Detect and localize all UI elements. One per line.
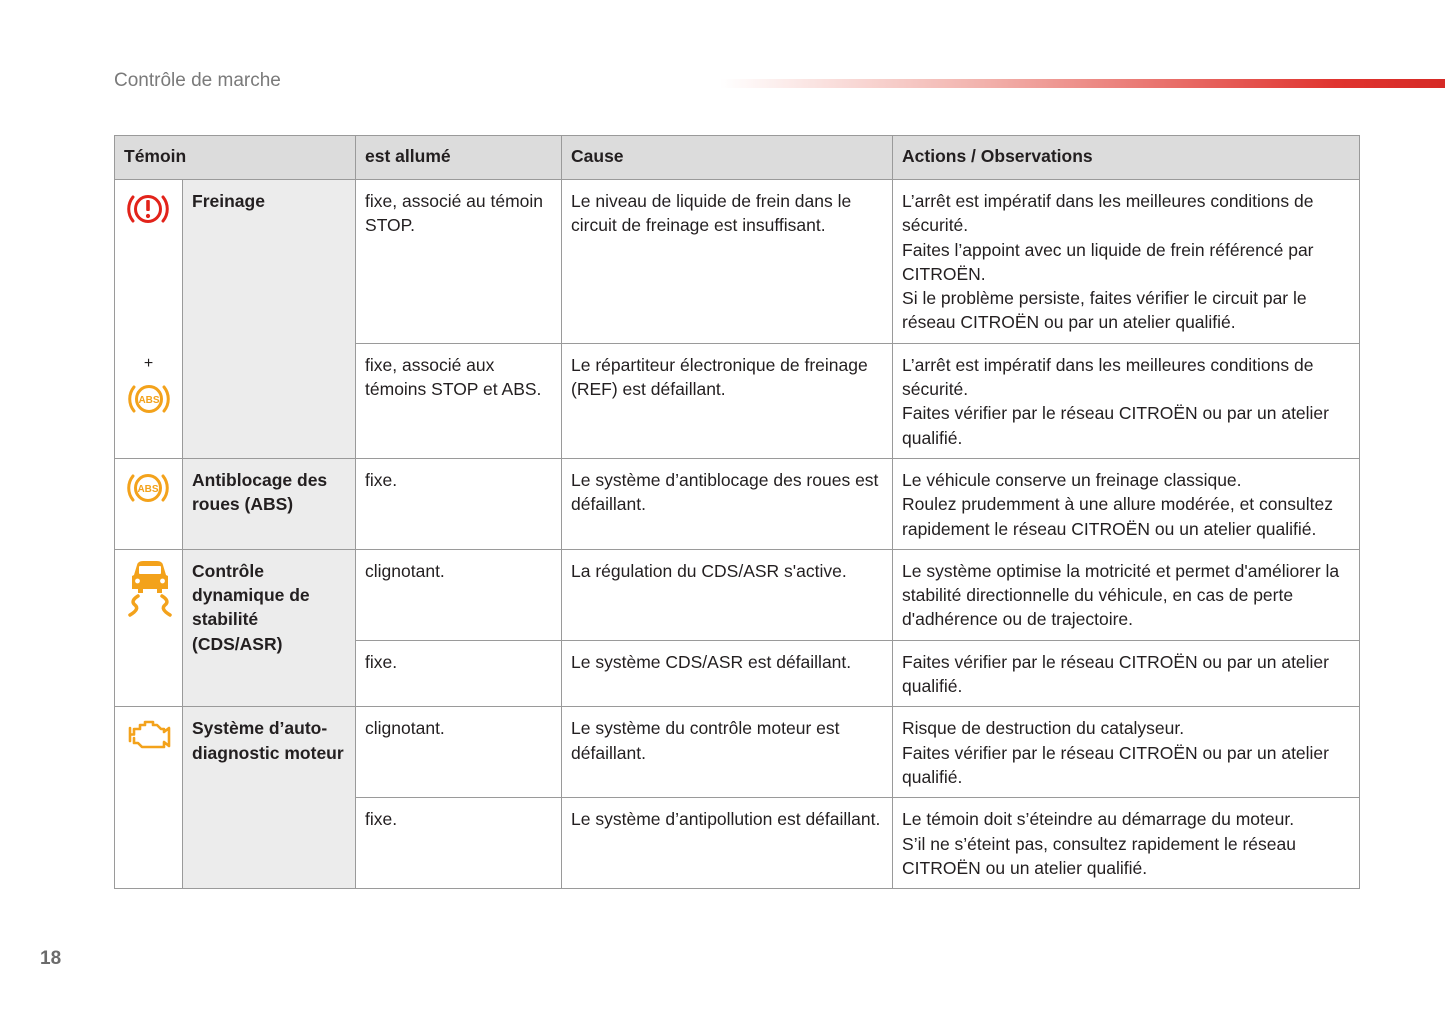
cause-cell: Le système d’antipollution est défaillant. xyxy=(562,798,893,889)
action-line: Si le problème persiste, faites vérifier le circuit par le réseau CITROËN ou par un atelier qualifié. xyxy=(902,288,1307,333)
action-line: Risque de destruction du catalyseur. xyxy=(902,718,1185,739)
action-line: Roulez prudemment à une allure modérée, et consultez rapidement le réseau CITROËN ou un atelier qualifié. xyxy=(902,494,1333,539)
column-header-actions: Actions / Observations xyxy=(893,136,1360,180)
cause-cell: Le système du contrôle moteur est défaillant. xyxy=(562,707,893,798)
icon-cell xyxy=(115,707,183,889)
state-cell: clignotant. xyxy=(356,549,562,640)
action-line: Le système optimise la motricité et permet d'améliorer la stabilité directionnelle du véhicule, en cas de perte d'adhérence ou de trajectoire. xyxy=(902,560,1340,630)
action-line: S’il ne s’éteint pas, consultez rapidement le réseau CITROËN ou un atelier qualifié. xyxy=(902,833,1296,878)
actions-cell xyxy=(893,180,1360,344)
action-line: Faites l’appoint avec un liquide de frein référencé par CITROËN. xyxy=(902,239,1314,284)
column-header-cause: Cause xyxy=(562,136,893,180)
group-name: Freinage xyxy=(183,180,356,459)
cause-cell: Le système d’antiblocage des roues est défaillant. xyxy=(562,458,893,549)
group-name: Contrôle dynamique de stabilité (CDS/ASR) xyxy=(183,549,356,706)
cause-cell: La régulation du CDS/ASR s'active. xyxy=(562,549,893,640)
actions-cell xyxy=(893,549,1360,640)
actions-cell xyxy=(893,458,1360,549)
actions-cell xyxy=(893,798,1360,889)
state-cell: clignotant. xyxy=(356,707,562,798)
engine-check-icon xyxy=(124,738,174,758)
action-line: Faites vérifier par le réseau CITROËN ou par un atelier qualifié. xyxy=(902,651,1329,697)
table-row xyxy=(115,458,1360,549)
actions-cell xyxy=(893,640,1360,707)
warning-lights-table xyxy=(114,135,1360,889)
plus-sign: + xyxy=(143,355,154,372)
svg-text:ABS: ABS xyxy=(137,395,160,406)
cause-cell: Le niveau de liquide de frein dans le circuit de freinage est insuffisant. xyxy=(562,180,893,344)
svg-text:ABS: ABS xyxy=(137,483,159,495)
header-accent-bar xyxy=(720,79,1445,88)
table-row xyxy=(115,707,1360,798)
cause-cell: Le répartiteur électronique de freinage (REF) est défaillant. xyxy=(562,343,893,458)
column-header-temoin: Témoin xyxy=(115,136,356,180)
state-cell: fixe. xyxy=(356,640,562,707)
column-header-state: est allumé xyxy=(356,136,562,180)
action-line: Le témoin doit s’éteindre au démarrage du moteur. xyxy=(902,809,1295,830)
action-line: Faites vérifier par le réseau CITROËN ou par un atelier qualifié. xyxy=(902,403,1329,448)
state-cell: fixe. xyxy=(356,798,562,889)
action-line: L’arrêt est impératif dans les meilleures conditions de sécurité. xyxy=(902,191,1314,236)
icon-cell xyxy=(115,458,183,549)
action-line: Le véhicule conserve un freinage classique. xyxy=(902,469,1242,490)
icon-cell xyxy=(115,180,183,459)
state-cell: fixe. xyxy=(356,458,562,549)
brake-warning-icon xyxy=(124,213,172,233)
cause-cell: Le système CDS/ASR est défaillant. xyxy=(562,640,893,707)
action-line: L’arrêt est impératif dans les meilleures conditions de sécurité. xyxy=(902,354,1314,400)
stability-control-icon xyxy=(124,603,176,623)
actions-cell xyxy=(893,707,1360,798)
group-name: Antiblocage des roues (ABS) xyxy=(183,458,356,549)
table-row xyxy=(115,549,1360,640)
group-name: Système d’auto-diagnostic moteur xyxy=(183,707,356,889)
state-cell: fixe, associé aux témoins STOP et ABS. xyxy=(356,343,562,458)
table-row xyxy=(115,180,1360,344)
actions-cell xyxy=(893,343,1360,458)
section-title: Contrôle de marche xyxy=(114,70,281,91)
state-cell: fixe, associé au témoin STOP. xyxy=(356,180,562,344)
abs-icon xyxy=(125,395,173,423)
table-header-row xyxy=(115,136,1360,180)
icon-cell xyxy=(115,549,183,706)
abs-icon xyxy=(124,483,172,512)
page-number: 18 xyxy=(40,948,62,969)
action-line: Faites vérifier par le réseau CITROËN ou par un atelier qualifié. xyxy=(902,742,1329,787)
